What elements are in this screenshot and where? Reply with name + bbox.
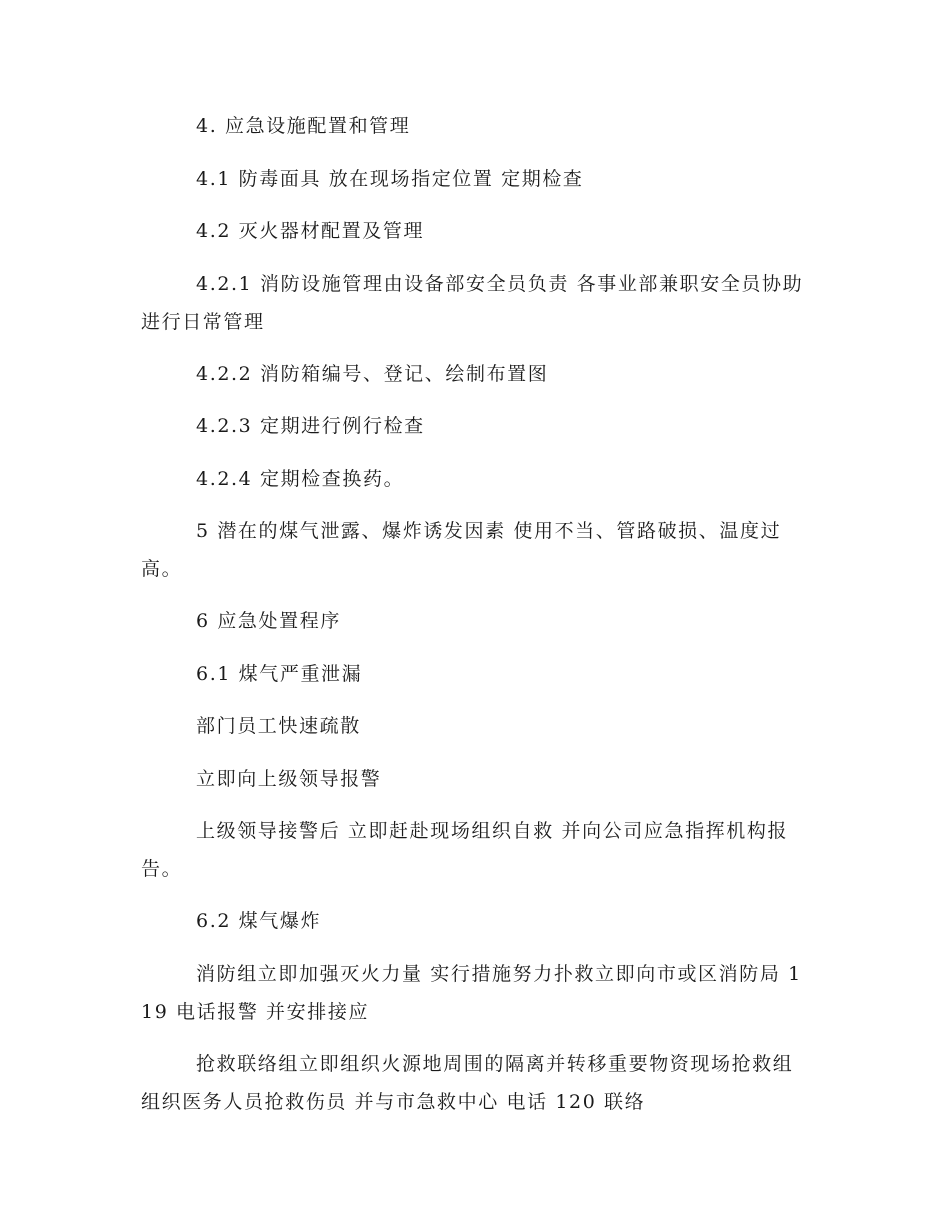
section-4-2-4: 4.2.4 定期检查换药。 — [196, 468, 405, 490]
section-6-2-step-1: 消防组立即加强灭火力量 实行措施努力扑救立即向市或区消防局 119 电话报警 并安排接应 — [141, 963, 802, 1023]
section-6-1-step-2: 立即向上级领导报警 — [196, 768, 382, 790]
section-4-2: 4.2 灭火器材配置及管理 — [196, 220, 425, 242]
section-4-2-2: 4.2.2 消防箱编号、登记、绘制布置图 — [196, 363, 549, 385]
section-4-1: 4.1 防毒面具 放在现场指定位置 定期检查 — [196, 168, 584, 190]
section-6-1-step-3: 上级领导接警后 立即赶赴现场组织自救 并向公司应急指挥机构报告。 — [141, 820, 789, 880]
section-6-2: 6.2 煤气爆炸 — [196, 910, 322, 932]
section-6-1-step-1: 部门员工快速疏散 — [196, 715, 361, 737]
section-6-1: 6.1 煤气严重泄漏 — [196, 663, 363, 685]
section-4-2-1: 4.2.1 消防设施管理由设备部安全员负责 各事业部兼职安全员协助进行日常管理 — [141, 273, 804, 333]
section-6-heading: 6 应急处置程序 — [196, 610, 341, 632]
section-5: 5 潜在的煤气泄露、爆炸诱发因素 使用不当、管路破损、温度过高。 — [141, 520, 782, 580]
section-4-2-3: 4.2.3 定期进行例行检查 — [196, 415, 425, 437]
section-4-heading: 4. 应急设施配置和管理 — [196, 115, 411, 137]
section-6-2-step-2: 抢救联络组立即组织火源地周围的隔离并转移重要物资现场抢救组组织医务人员抢救伤员 并与市急救中心 电话 120 联络 — [141, 1053, 794, 1113]
